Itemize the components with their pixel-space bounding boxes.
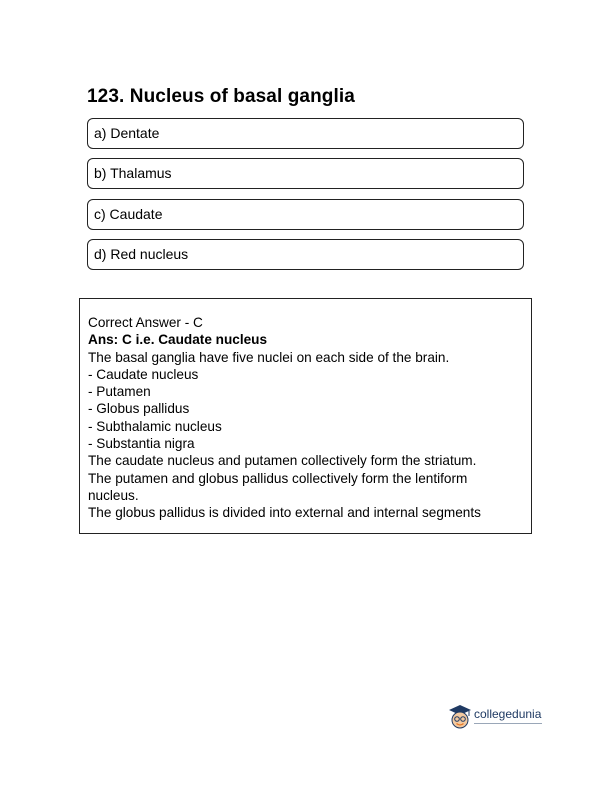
option-d[interactable]: d) Red nucleus (87, 239, 524, 270)
question-title: 123. Nucleus of basal ganglia (87, 86, 355, 107)
explanation-line: nucleus. (88, 487, 139, 503)
answer-heading: Ans: C i.e. Caudate nucleus (88, 332, 268, 348)
mascot-icon (448, 703, 472, 731)
answer-panel (79, 298, 532, 534)
option-a[interactable]: a) Dentate (87, 118, 524, 149)
brand-name: collegedunia (474, 707, 542, 721)
option-c[interactable]: c) Caudate (87, 199, 524, 230)
explanation-line: The basal ganglia have five nuclei on each side of the brain. (88, 349, 450, 365)
explanation-line: The putamen and globus pallidus collectively form the lentiform (88, 470, 468, 486)
correct-answer-label: Correct Answer - C (88, 315, 203, 330)
explanation-line: - Substantia nigra (88, 436, 195, 452)
collegedunia-logo (448, 703, 548, 733)
explanation-line: - Caudate nucleus (88, 366, 199, 382)
explanation-line: - Globus pallidus (88, 401, 190, 417)
brand-tagline (474, 722, 542, 725)
option-b[interactable]: b) Thalamus (87, 158, 524, 189)
explanation-line: - Putamen (88, 384, 151, 400)
explanation-line: The caudate nucleus and putamen collectively form the striatum. (88, 453, 477, 469)
explanation-line: - Subthalamic nucleus (88, 418, 222, 434)
explanation-line: The globus pallidus is divided into external and internal segments (88, 505, 481, 521)
